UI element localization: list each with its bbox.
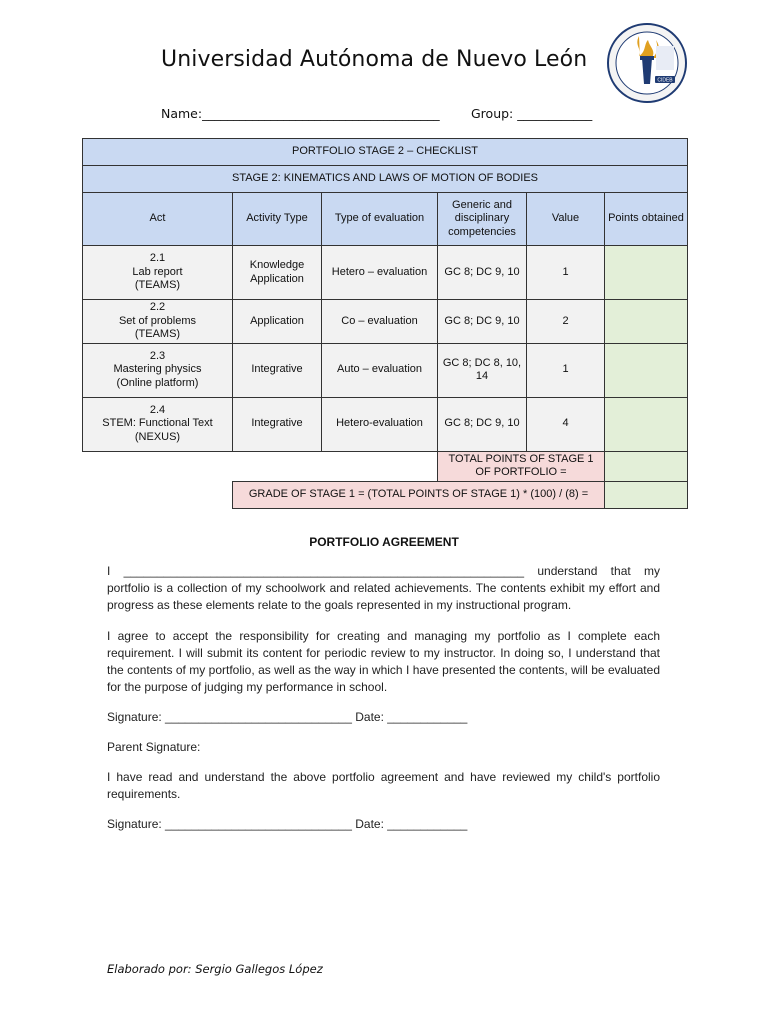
agreement-paragraph-1: I ____________________________________________________________ understand that my portfolio is a collection of my schoolwork and related achievements. The contents exhibit my effort and progress as these elements relate to the goals represented in my instructional program. <box>107 564 660 612</box>
evaluation-cell: Auto – evaluation <box>322 343 438 397</box>
evaluation-cell: Co – evaluation <box>322 300 438 344</box>
act-name: Lab report <box>132 265 183 278</box>
spacer-cell <box>83 451 438 481</box>
activity-type-cell: Integrative <box>233 397 322 451</box>
evaluation-cell: Hetero-evaluation <box>322 397 438 451</box>
column-header: Act <box>83 193 233 246</box>
total-points-cell[interactable] <box>605 451 688 481</box>
agreement-paragraph-3: I have read and understand the above portfolio agreement and have reviewed my child's portfolio requirements. <box>107 770 660 801</box>
table-row <box>83 343 688 397</box>
column-header: Type of evaluation <box>322 193 438 246</box>
spacer-cell <box>83 481 233 508</box>
group-field[interactable]: Group: ____________ <box>471 106 593 121</box>
act-cell <box>83 343 233 397</box>
table-row <box>83 397 688 451</box>
competencies-cell: GC 8; DC 9, 10 <box>438 300 527 344</box>
university-title: Universidad Autónoma de Nuevo León <box>161 47 588 72</box>
act-cell <box>83 246 233 300</box>
table-title: PORTFOLIO STAGE 2 – CHECKLIST <box>83 139 688 166</box>
total-points-label: TOTAL POINTS OF STAGE 1 OF PORTFOLIO = <box>438 451 605 481</box>
act-sub: (TEAMS) <box>134 328 181 340</box>
value-cell: 4 <box>527 397 605 451</box>
act-name: Mastering physics <box>113 363 202 376</box>
points-obtained-cell[interactable] <box>605 246 688 300</box>
act-number: 2.3 <box>149 349 166 362</box>
grade-cell[interactable] <box>605 481 688 508</box>
grade-label: GRADE OF STAGE 1 = (TOTAL POINTS OF STAGE 1) * (100) / (8) = <box>233 481 605 508</box>
parent-signature-label: Parent Signature: <box>107 740 201 754</box>
act-sub: (Online platform) <box>116 376 199 389</box>
table-row <box>83 300 688 344</box>
activity-type-cell: Application <box>233 300 322 344</box>
points-obtained-cell[interactable] <box>605 343 688 397</box>
value-cell: 1 <box>527 246 605 300</box>
value-cell: 1 <box>527 343 605 397</box>
column-header: Activity Type <box>233 193 322 246</box>
points-obtained-cell[interactable] <box>605 300 688 344</box>
points-obtained-cell[interactable] <box>605 397 688 451</box>
column-header: Points obtained <box>605 193 688 246</box>
agreement-title: PORTFOLIO AGREEMENT <box>309 535 459 549</box>
act-number: 2.2 <box>149 301 166 313</box>
act-number: 2.4 <box>149 403 166 416</box>
evaluation-cell: Hetero – evaluation <box>322 246 438 300</box>
logo-text: CIDEB <box>657 77 673 84</box>
activity-type-cell: Integrative <box>233 343 322 397</box>
table-row <box>83 246 688 300</box>
competencies-cell: GC 8; DC 8, 10, 14 <box>438 343 527 397</box>
act-number: 2.1 <box>149 252 166 265</box>
column-header: Value <box>527 193 605 246</box>
act-cell <box>83 300 233 344</box>
portfolio-checklist-table <box>82 138 688 509</box>
act-sub: (NEXUS) <box>134 430 181 443</box>
signature-line-1[interactable]: Signature: ____________________________ Date: ____________ <box>107 710 468 724</box>
name-field[interactable]: Name:______________________________________ <box>161 106 440 121</box>
university-seal-icon <box>606 22 688 104</box>
act-name: Set of problems <box>118 314 197 327</box>
act-name: STEM: Functional Text <box>102 417 213 430</box>
activity-type-cell: Knowledge Application <box>233 246 322 300</box>
author-footer: Elaborado por: Sergio Gallegos López <box>107 962 323 976</box>
act-cell <box>83 397 233 451</box>
table-subtitle: STAGE 2: KINEMATICS AND LAWS OF MOTION OF BODIES <box>83 166 688 193</box>
competencies-cell: GC 8; DC 9, 10 <box>438 246 527 300</box>
competencies-cell: GC 8; DC 9, 10 <box>438 397 527 451</box>
value-cell: 2 <box>527 300 605 344</box>
act-sub: (TEAMS) <box>134 279 181 292</box>
agreement-paragraph-2: I agree to accept the responsibility for creating and managing my portfolio as I complete each requirement. I will submit its content for periodic review to my instructor. In doing so, I understand that the contents of my portfolio, as well as the way in which I have presented the contents, will be evaluated for the purpose of judging my performance in school. <box>107 629 660 694</box>
signature-line-2[interactable]: Signature: ____________________________ Date: ____________ <box>107 817 468 831</box>
column-header: Generic and disciplinary competencies <box>438 193 527 246</box>
